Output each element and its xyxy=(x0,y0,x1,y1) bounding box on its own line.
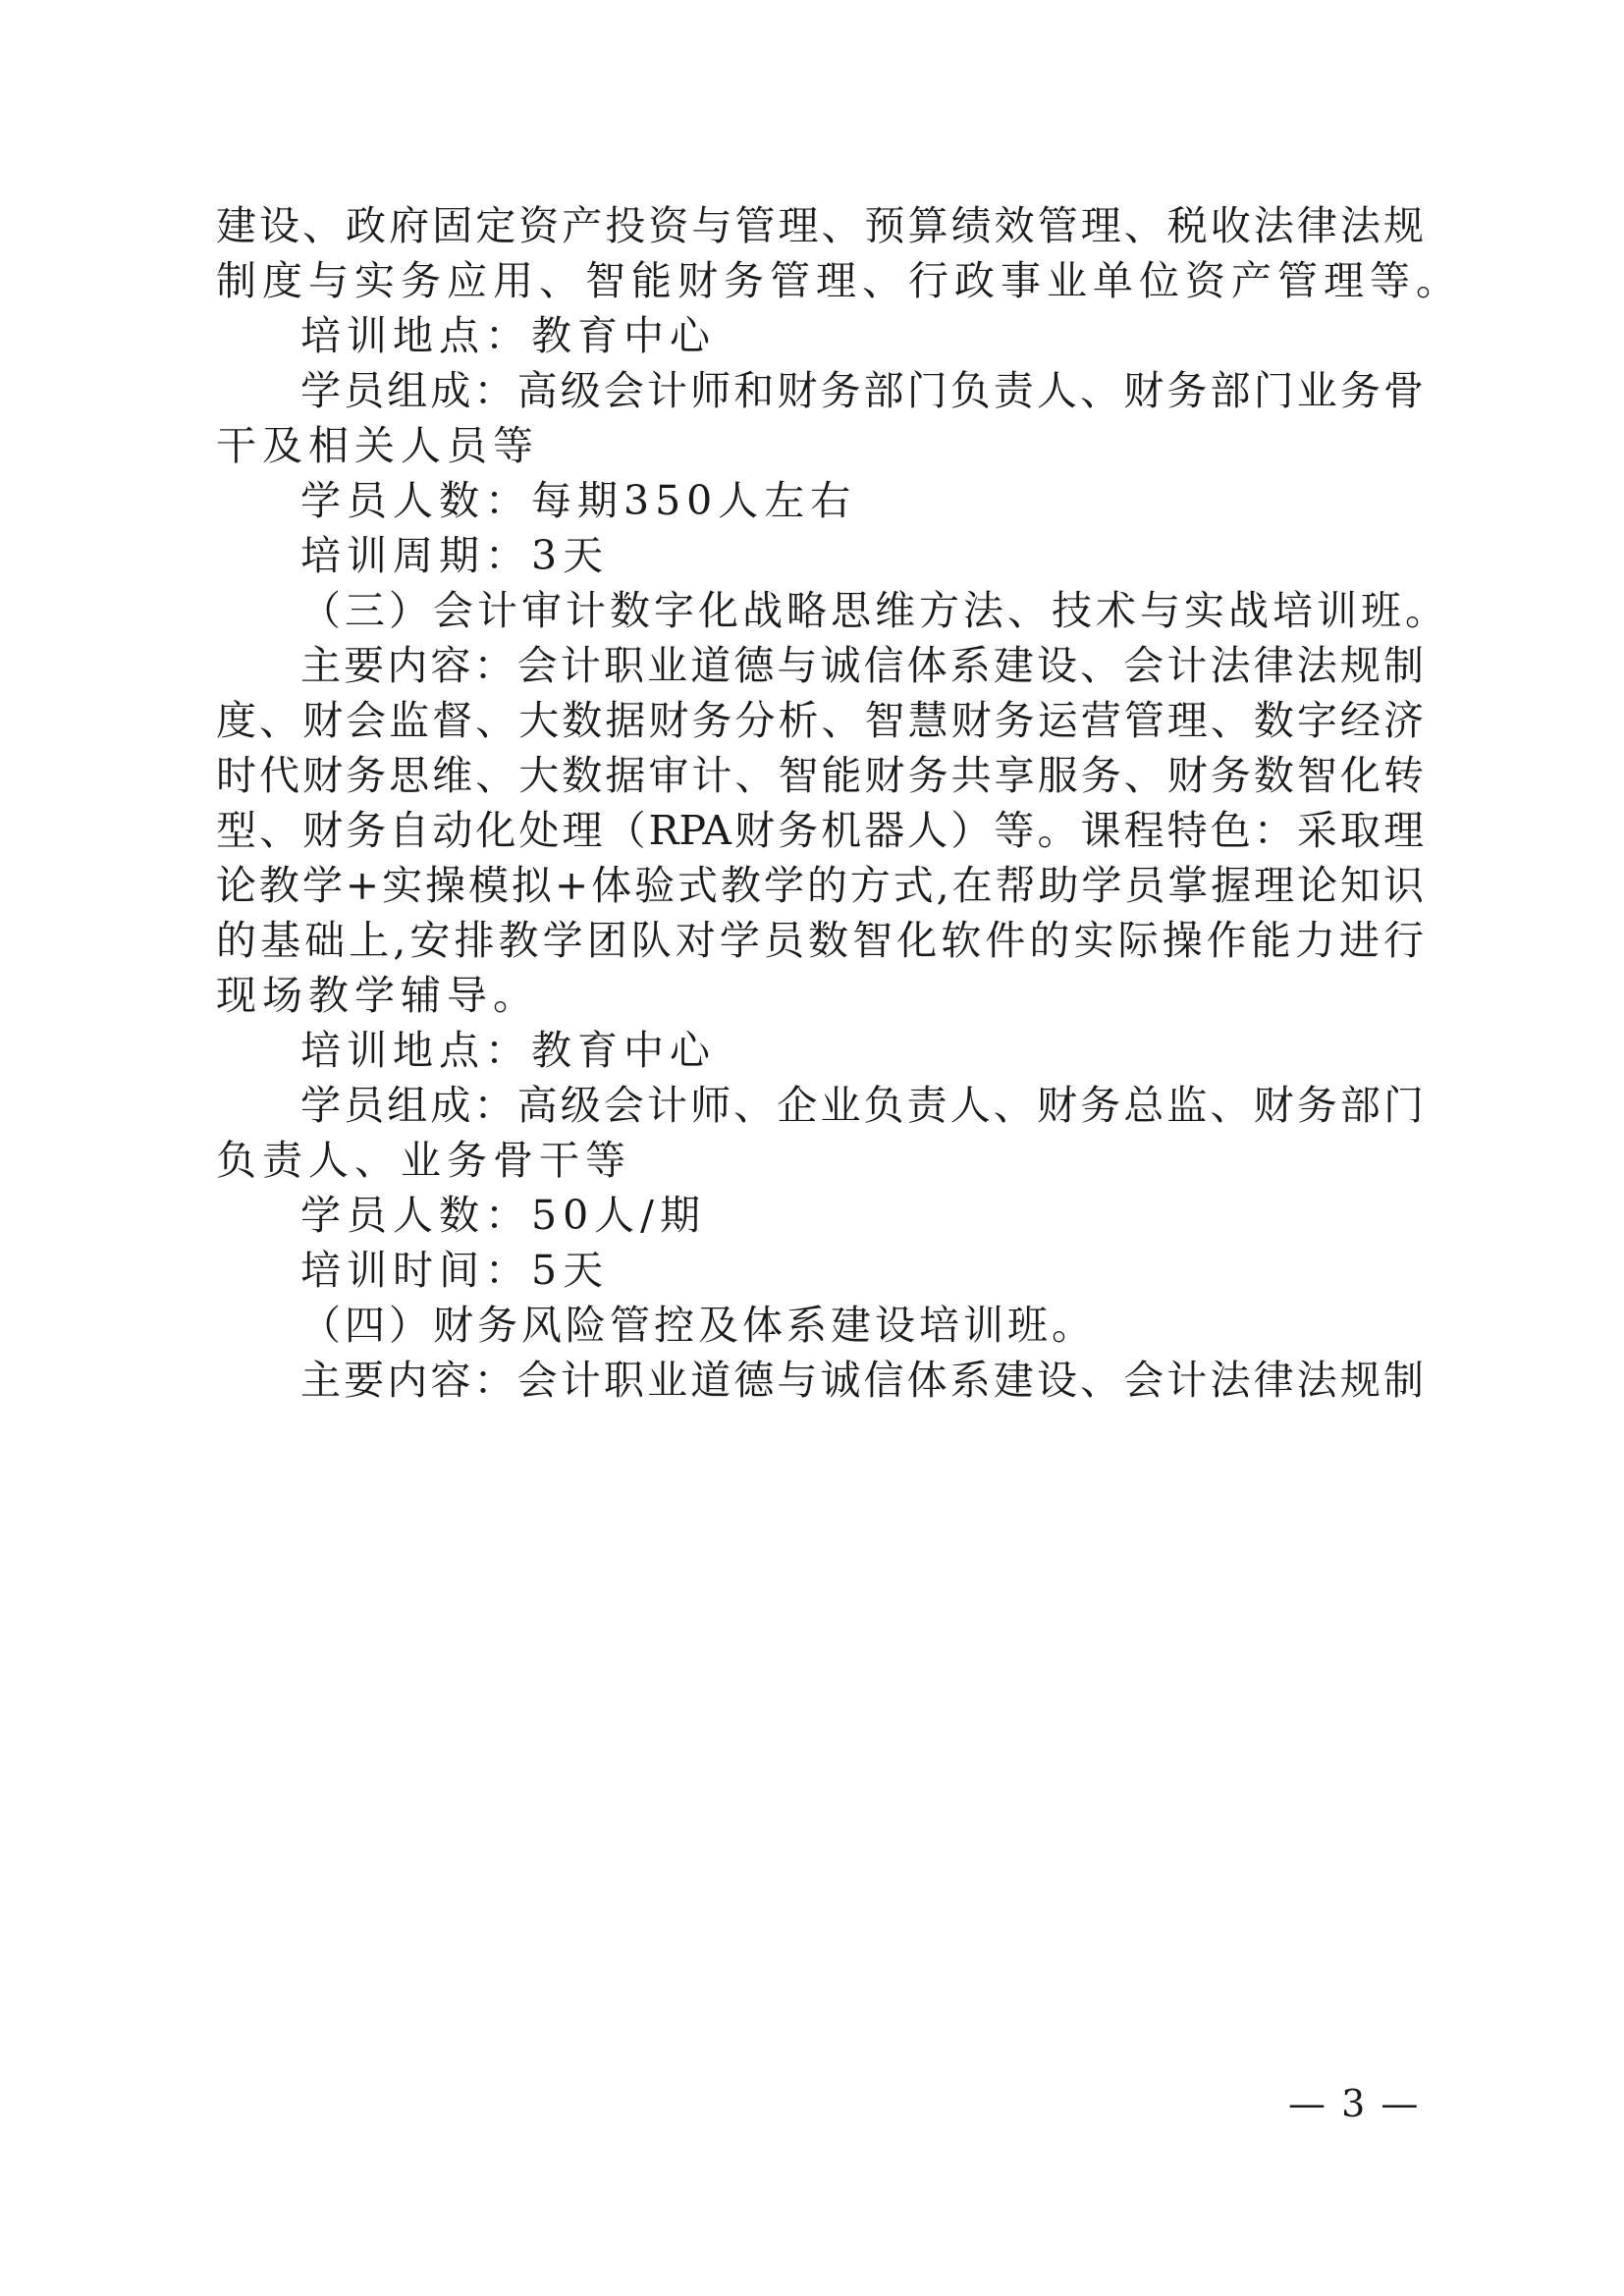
main-content-line: 主要内容：会计职业道德与诚信体系建设、会计法律法规制 xyxy=(300,1357,1424,1404)
training-location-line: 培训地点：教育中心 xyxy=(300,312,716,359)
training-period-line: 培训周期：3天 xyxy=(300,532,610,579)
trainee-composition-line: 学员组成：高级会计师、企业负责人、财务总监、财务部门 xyxy=(300,1082,1424,1129)
body-line: 现场教学辅导。 xyxy=(216,972,539,1019)
main-content-line: 主要内容：会计职业道德与诚信体系建设、会计法律法规制 xyxy=(300,642,1424,689)
body-line: 制度与实务应用、智能财务管理、行政事业单位资产管理等。 xyxy=(216,257,1462,304)
training-location-line: 培训地点：教育中心 xyxy=(300,1027,716,1074)
trainee-count-line: 学员人数：每期350人左右 xyxy=(300,477,857,524)
body-line: 型、财务自动化处理（RPA财务机器人）等。课程特色：采取理 xyxy=(216,807,1424,854)
body-line: 建设、政府固定资产投资与管理、预算绩效管理、税收法律法规 xyxy=(216,202,1424,249)
body-line: 度、财会监督、大数据财务分析、智慧财务运营管理、数字经济 xyxy=(216,697,1424,744)
page-number: — 3 — xyxy=(1288,2082,1421,2125)
trainee-count-line: 学员人数：50人/期 xyxy=(300,1192,706,1239)
body-line: 负责人、业务骨干等 xyxy=(216,1137,631,1184)
section-heading-3: （三）会计审计数字化战略思维方法、技术与实战培训班。 xyxy=(300,587,1449,634)
body-line: 干及相关人员等 xyxy=(216,422,539,469)
section-heading-4: （四）财务风险管控及体系建设培训班。 xyxy=(300,1302,1096,1349)
training-time-line: 培训时间：5天 xyxy=(300,1247,610,1294)
trainee-composition-line: 学员组成：高级会计师和财务部门负责人、财务部门业务骨 xyxy=(300,367,1424,414)
body-line: 的基础上,安排教学团队对学员数智化软件的实际操作能力进行 xyxy=(216,917,1424,964)
body-line: 时代财务思维、大数据审计、智能财务共享服务、财务数智化转 xyxy=(216,752,1424,799)
body-line: 论教学+实操模拟+体验式教学的方式,在帮助学员掌握理论知识 xyxy=(216,862,1424,909)
